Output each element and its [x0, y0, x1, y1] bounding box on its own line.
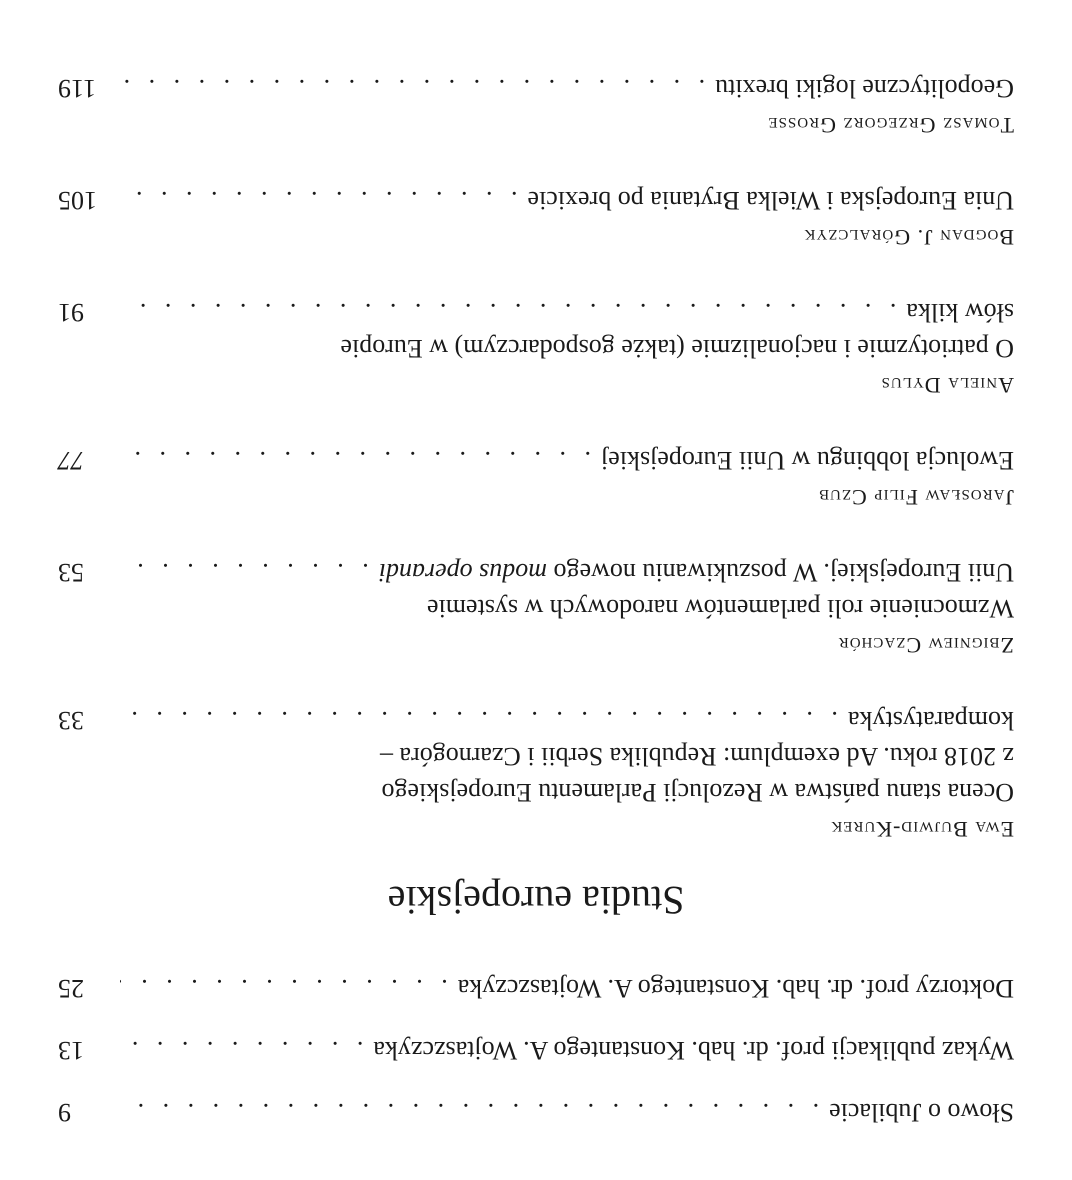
- entry-title-line: O patriotyzmie i nacjonalizmie (także gospodarczym) w Europie: [340, 334, 1014, 363]
- toc-row: [58, 554, 1014, 590]
- toc-row: [58, 702, 1014, 738]
- toc-page-number: 91: [58, 298, 84, 327]
- entry-author: Ewa Bujwid-Kurek: [830, 817, 1014, 842]
- entry-author: Jarosław Filip Czub: [818, 485, 1014, 510]
- entry-title-italic: modus operandi: [378, 558, 548, 587]
- dot-leader: [120, 1032, 363, 1068]
- toc-row: [58, 182, 1014, 218]
- toc-entry: [58, 294, 1014, 400]
- toc-row-front-1: [58, 1032, 1014, 1068]
- entry-author: Tomasz Grzegorz Grosse: [767, 113, 1014, 138]
- toc-row-front-0: [58, 1094, 1014, 1130]
- toc-page-number: 77: [58, 446, 84, 475]
- toc-row: [58, 70, 1014, 106]
- dot-leader: [120, 970, 448, 1006]
- toc-entry: [58, 182, 1014, 252]
- entry-title-line: z 2018 roku. Ad exemplum: Republika Serbii i Czarnogóra –: [380, 742, 1014, 771]
- dot-leader: [120, 294, 896, 330]
- entry-title-last-line: słów kilka: [906, 298, 1014, 327]
- dot-leader: [120, 442, 591, 478]
- entry-title-last-line: Geopolityczne logiki brexitu: [715, 74, 1014, 103]
- toc-title: Wykaz publikacji prof. dr. hab. Konstantego A. Wojtaszczyka: [373, 1036, 1014, 1065]
- dot-leader: [120, 1094, 819, 1130]
- toc-entry: [58, 554, 1014, 660]
- toc-entry: [58, 70, 1014, 140]
- entry-title-last-line: Unia Europejska i Wielka Brytania po brexicie: [527, 186, 1014, 215]
- toc-page-number: 13: [58, 1036, 84, 1065]
- entry-title-last-line: komparatystyka: [847, 706, 1014, 735]
- toc-entry: [58, 442, 1014, 512]
- entry-title-line: Ocena stanu państwa w Rezolucji Parlamentu Europejskiego: [381, 778, 1014, 807]
- dot-leader: [120, 70, 705, 106]
- toc-row: [58, 294, 1014, 330]
- toc-entry: [58, 702, 1014, 844]
- entry-title-last-line: [379, 554, 1014, 590]
- section-heading: Studia europejskie: [387, 878, 685, 923]
- dot-leader: [120, 554, 369, 590]
- toc-page-number: 53: [58, 558, 84, 587]
- dot-leader: [120, 182, 517, 218]
- dot-leader: [120, 702, 838, 738]
- entry-author: Zbigniew Czachór: [837, 633, 1014, 658]
- toc-title: Doktorzy prof. dr. hab. Konstantego A. Wojtaszczyka: [457, 974, 1014, 1003]
- toc-page-number: 33: [58, 706, 84, 735]
- entry-author: Aniela Dylus: [880, 373, 1014, 398]
- toc-page-number: 105: [58, 186, 97, 215]
- toc-page-number: 25: [58, 974, 84, 1003]
- entry-title-text: Unii Europejskiej. W poszukiwaniu nowego: [547, 558, 1014, 587]
- toc-page-number: 119: [58, 74, 97, 103]
- toc-row-front-2: [58, 970, 1014, 1006]
- entry-author: Bogdan J. Góralczyk: [803, 225, 1014, 250]
- toc-row: [58, 442, 1014, 478]
- entry-title-last-line: Ewolucja lobbingu w Unii Europejskiej: [600, 446, 1014, 475]
- table-of-contents: [58, 28, 1014, 1130]
- entry-title-line: Wzmocnienie roli parlamentów narodowych w systemie: [427, 594, 1014, 623]
- toc-title: Słowo o Jubilacie: [829, 1098, 1014, 1127]
- toc-page-number: 9: [58, 1098, 71, 1127]
